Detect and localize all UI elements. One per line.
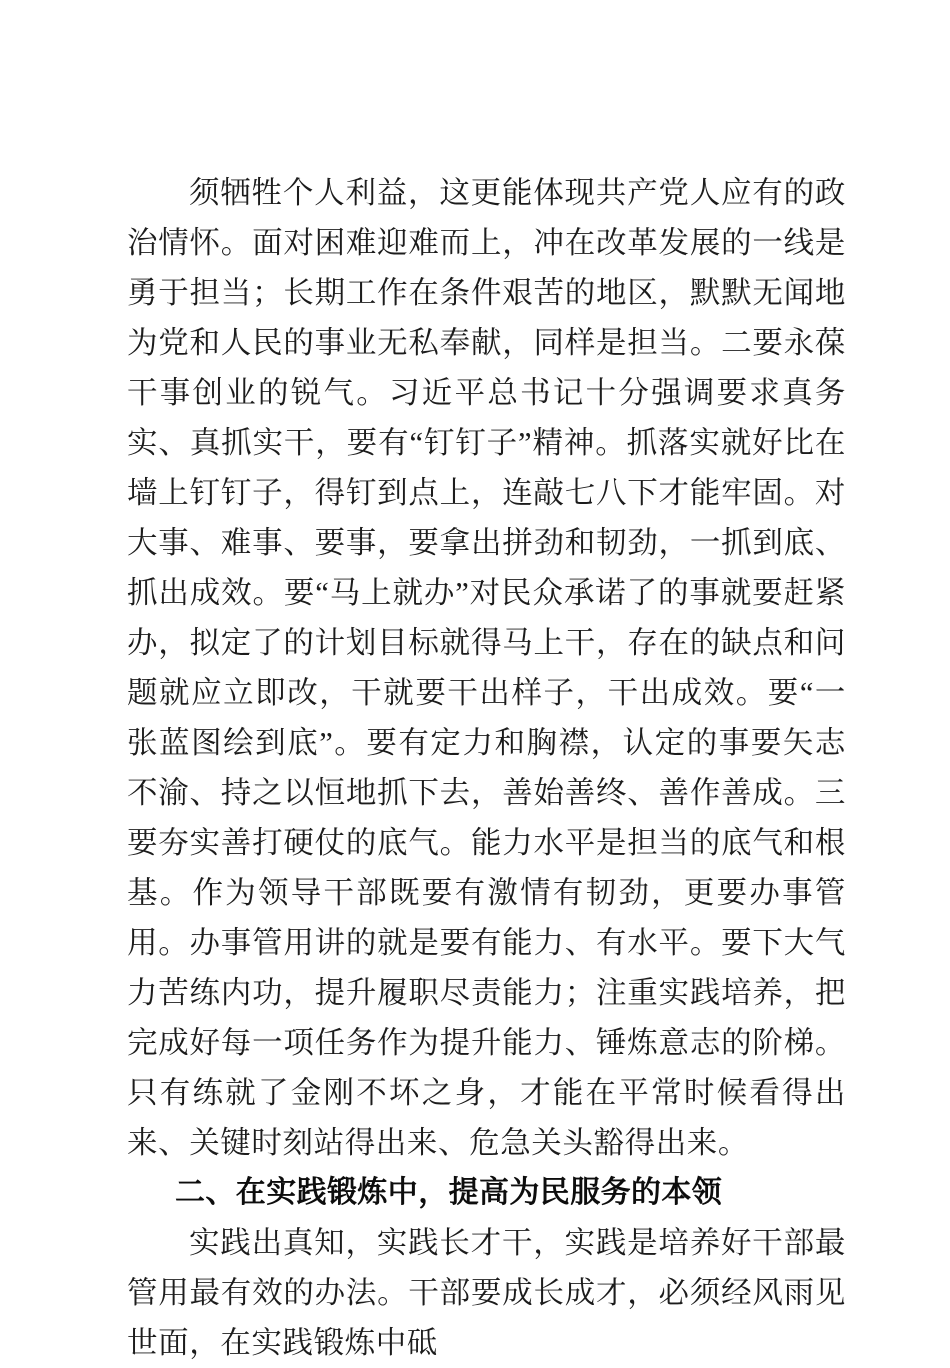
section-heading-two: 二、在实践锻炼中，提高为民服务的本领 [175,1176,723,1209]
body-paragraph-1: 须牺牲个人利益，这更能体现共产党人应有的政治情怀。面对困难迎难而上，冲在改革发展的一线是勇于担当；长期工作在条件艰苦的地区，默默无闻地为党和人民的事业无私奉献，同样是担当。二要永葆干事创业的锐气。习近平总书记十分强调要求真务实、真抓实干，要有“钉钉子”精神。抓落实就好比在墙上钉钉子，得钉到点上，连敲七八下才能牢固。对大事、难事、要事，要拿出拼劲和韧劲，一抓到底、抓出成效。要“马上就办”对民众承诺了的事就要赶紧办，拟定了的计划目标就得马上干，存在的缺点和问题就应立即改，干就要干出样子，干出成效。要“一张蓝图绘到底”。要有定力和胸襟，认定的事要矢志不渝、持之以恒地抓下去，善始善终、善作善成。三要夯实善打硬仗的底气。能力水平是担当的底气和根基。作为领导干部既要有激情有韧劲，更要办事管用。办事管用讲的就是要有能力、有水平。要下大气力苦练内功，提升履职尽责能力；注重实践培养，把完成好每一项任务作为提升能力、锤炼意志的阶梯。只有练就了金刚不坏之身，才能在平常时候看得出来、关键时刻站得出来、危急关头豁得出来。 [127,176,846,1160]
body-paragraph-2: 实践出真知，实践长才干，实践是培养好干部最管用最有效的办法。干部要成长成才，必须经风雨见世面，在实践锻炼中砥 [127,1226,846,1360]
document-text-column [127,168,846,1368]
